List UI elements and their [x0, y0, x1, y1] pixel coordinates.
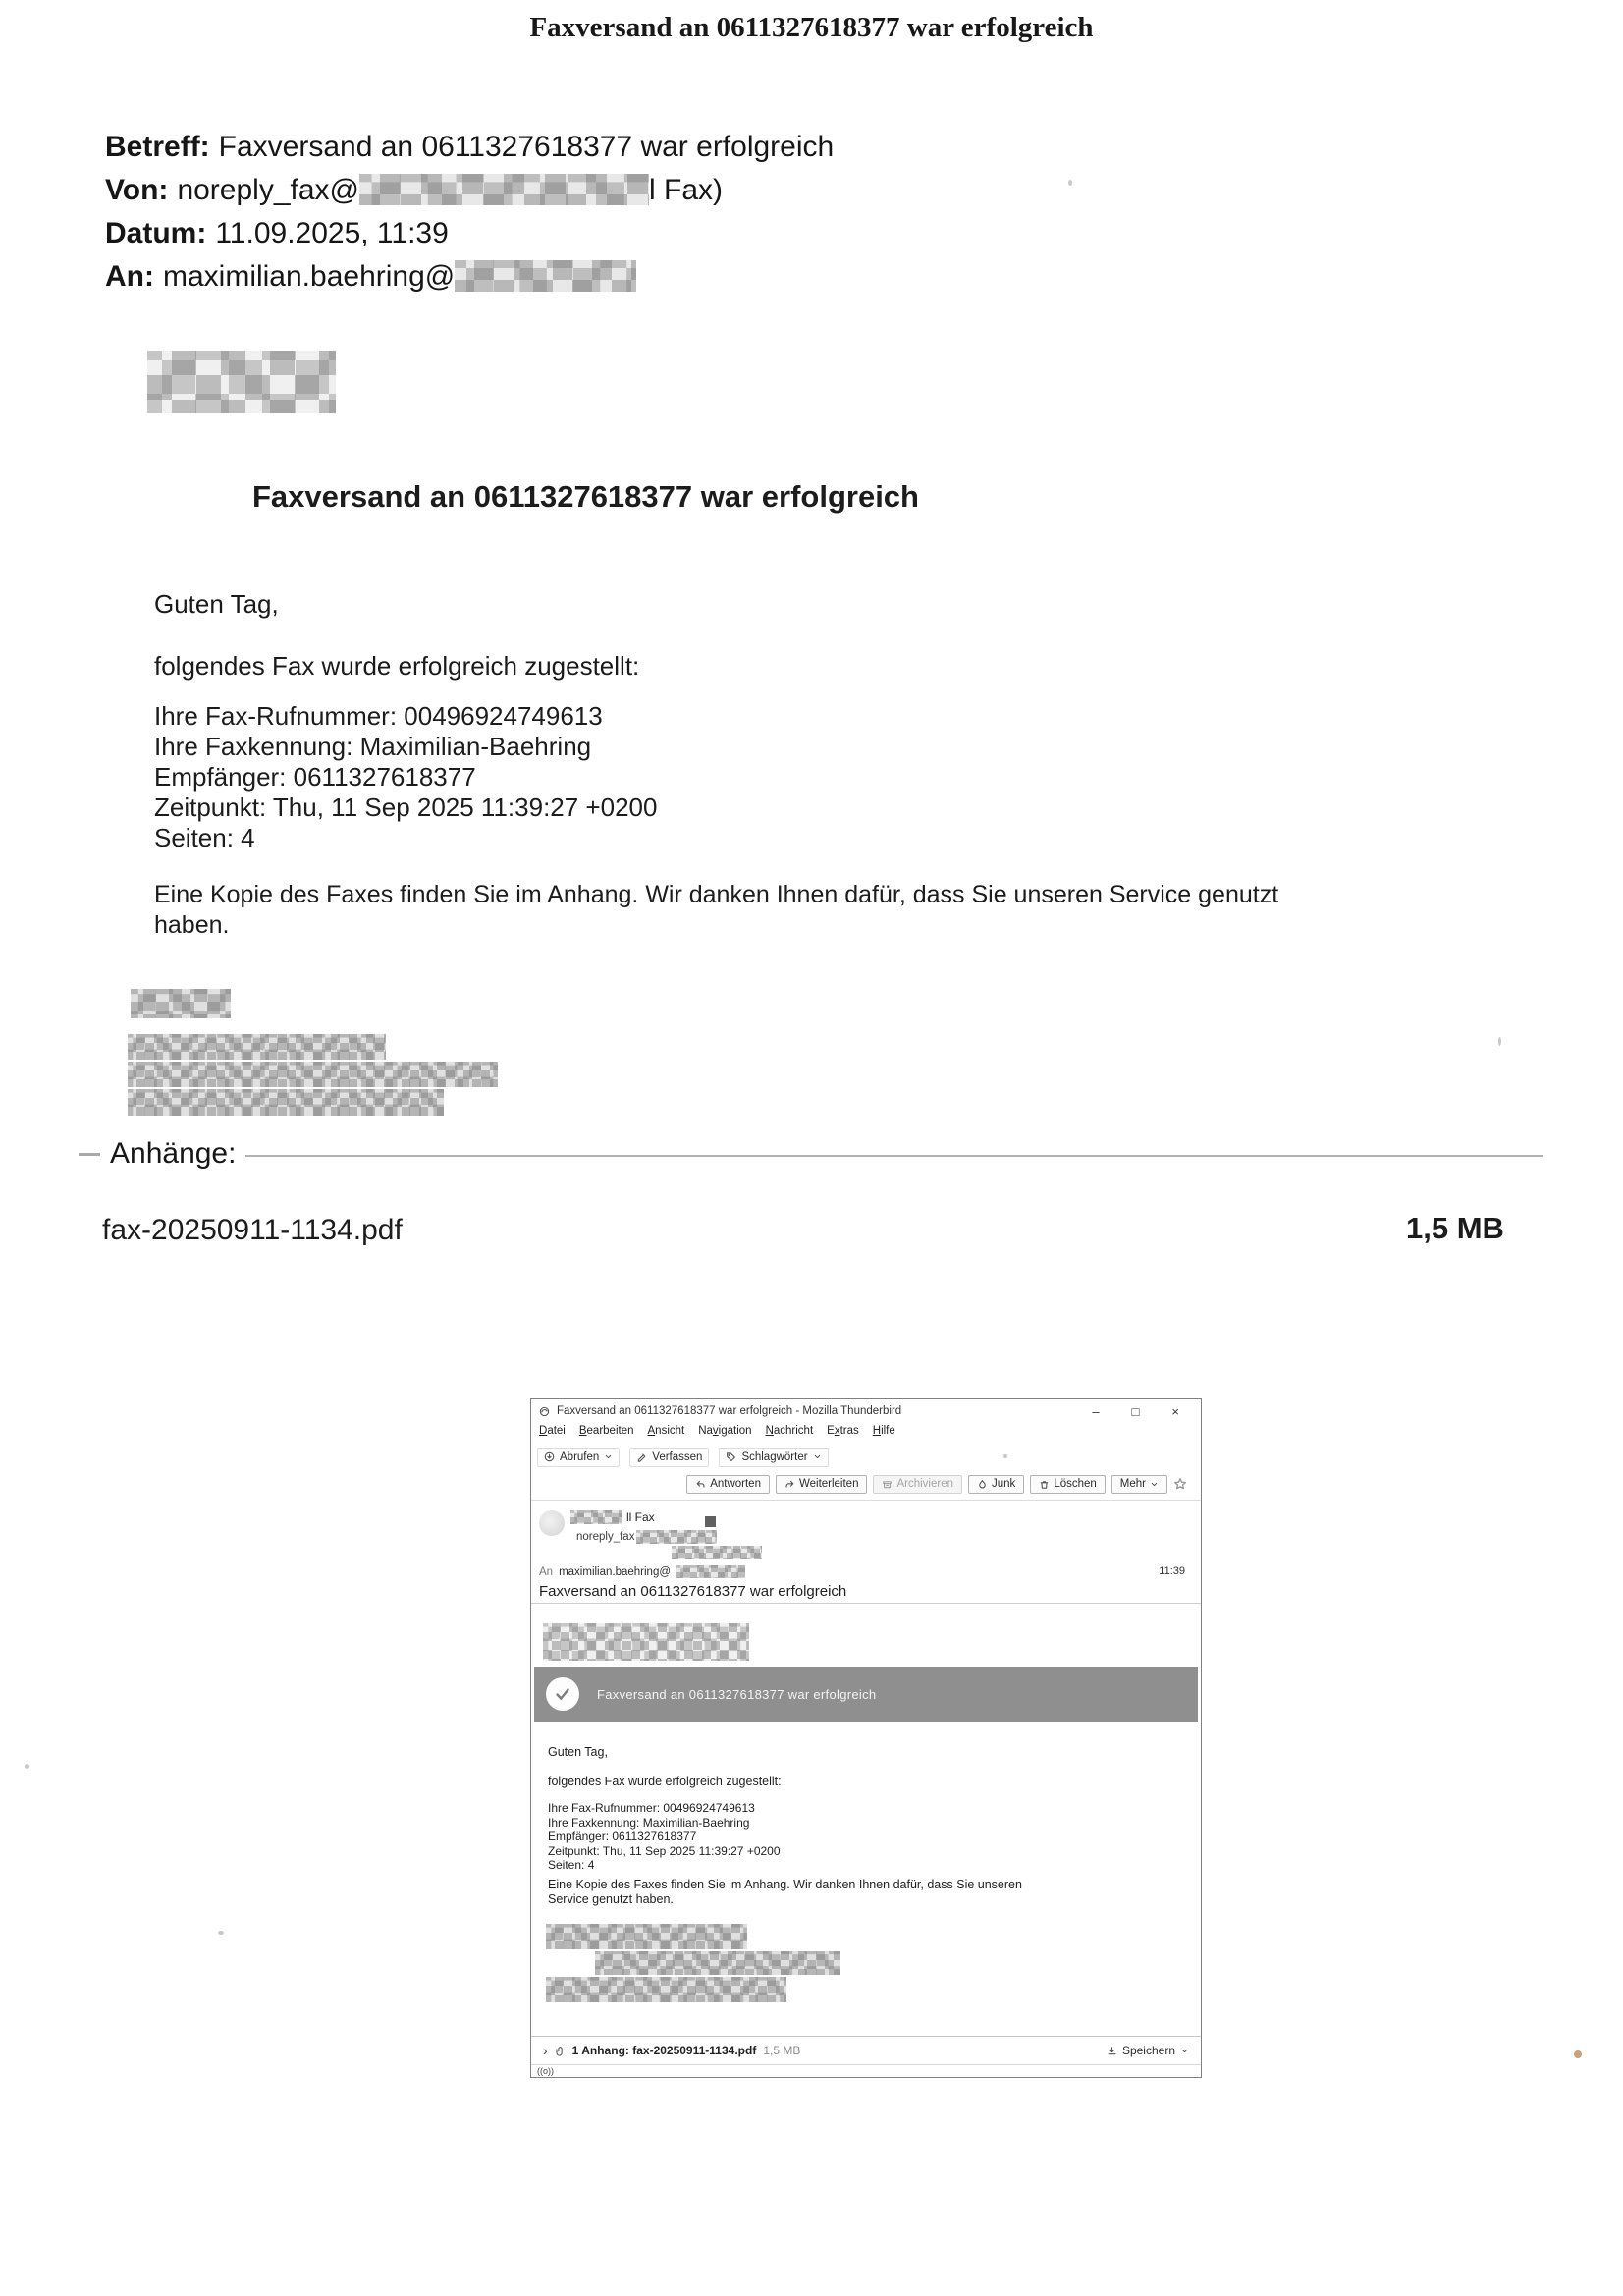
chevron-down-icon: [1150, 1480, 1159, 1489]
document-header-title: Faxversand an 0611327618377 war erfolgreich: [529, 12, 1094, 43]
von-label: Von:: [105, 174, 169, 206]
compose-pencil-icon: [636, 1451, 647, 1462]
menu-accesskey: N: [765, 1425, 774, 1437]
mehr-button[interactable]: [1111, 1475, 1167, 1494]
to-label: An: [539, 1565, 554, 1578]
redaction-signature-1: [131, 989, 231, 1018]
datum-label: Datum:: [105, 217, 207, 249]
fax-detail-seiten: Seiten: 4: [154, 823, 255, 852]
redaction-an-domain: [455, 260, 636, 292]
menu-extras[interactable]: [827, 1425, 859, 1444]
abrufen-label: Abrufen: [560, 1450, 600, 1463]
close-button[interactable]: ×: [1171, 1403, 1179, 1419]
menu-text: atei: [547, 1425, 566, 1437]
attachments-rule: [245, 1155, 1543, 1157]
main-toolbar: [531, 1444, 1201, 1470]
junk-button[interactable]: [968, 1475, 1024, 1494]
antworten-label: Antworten: [710, 1478, 761, 1490]
sender-name-suffix: ll Fax: [626, 1510, 655, 1524]
trash-icon: [1039, 1479, 1050, 1490]
von-line: [105, 169, 834, 212]
betreff-value: Faxversand an 0611327618377 war erfolgreich: [218, 131, 835, 163]
checkmark-icon: [553, 1684, 572, 1704]
forward-icon: [784, 1479, 795, 1490]
menu-bearbeiten[interactable]: [579, 1425, 634, 1444]
fax-details-block: [154, 701, 657, 853]
thunderbird-window: [530, 1398, 1202, 2078]
attachments-heading: Anhänge:: [110, 1137, 237, 1170]
menu-datei[interactable]: [539, 1425, 566, 1444]
tb-fax-details: [548, 1801, 781, 1873]
thunderbird-app-icon: [539, 1406, 550, 1417]
menu-accesskey: x: [834, 1425, 840, 1437]
menu-text: nsicht: [655, 1425, 685, 1437]
schlagwoerter-button[interactable]: [719, 1448, 828, 1467]
banner-text: Faxversand an 0611327618377 war erfolgreich: [597, 1686, 877, 1702]
redaction-tb-signature-2: [595, 1951, 840, 1975]
tb-closing-line-1: Eine Kopie des Faxes finden Sie im Anhang. Wir danken Ihnen dafür, dass Sie unseren: [548, 1878, 1022, 1891]
message-subject: Faxversand an 0611327618377 war erfolgreich: [539, 1583, 847, 1600]
reply-icon: [695, 1479, 706, 1490]
menu-text: E: [827, 1425, 835, 1437]
menu-text: earbeiten: [586, 1425, 634, 1437]
loeschen-label: Löschen: [1054, 1478, 1097, 1490]
redaction-to-domain: [676, 1565, 745, 1578]
fax-detail-rufnummer: Ihre Fax-Rufnummer: 00496924749613: [154, 701, 603, 731]
message-header-pane: [531, 1500, 1201, 1604]
attachments-section-header: [79, 1137, 1543, 1171]
redaction-signature-4: [128, 1089, 444, 1116]
an-label: An:: [105, 260, 154, 293]
betreff-line: [105, 126, 834, 169]
weiterleiten-label: Weiterleiten: [798, 1478, 859, 1490]
get-messages-icon: [544, 1451, 555, 1462]
message-time: 11:39: [1159, 1565, 1185, 1577]
save-attachment-button[interactable]: [1107, 2044, 1189, 2057]
redaction-signature-2: [128, 1034, 386, 1060]
attachment-bar: [531, 2036, 1201, 2065]
loeschen-button[interactable]: [1030, 1475, 1105, 1494]
archivieren-label: Archivieren: [896, 1478, 954, 1490]
scan-speck: [1498, 1037, 1501, 1046]
closing-line-1: Eine Kopie des Faxes finden Sie im Anhang. Wir danken Ihnen dafür, dass Sie unseren Service genutzt: [154, 881, 1279, 908]
to-value: maximilian.baehring@: [559, 1565, 672, 1578]
message-actions-toolbar: [531, 1470, 1201, 1500]
redaction-body-logo: [543, 1623, 749, 1661]
an-prefix: maximilian.baehring@: [162, 260, 456, 293]
chevron-down-icon: [813, 1452, 822, 1461]
redaction-signature-3: [128, 1062, 498, 1087]
attachment-expander[interactable]: ›: [543, 2043, 548, 2058]
from-address-line: [576, 1530, 717, 1544]
junk-flame-icon: [977, 1479, 988, 1490]
greeting-text: Guten Tag,: [154, 589, 279, 619]
menu-text: ilfe: [881, 1425, 895, 1437]
attachment-size: 1,5 MB: [1406, 1211, 1504, 1245]
redaction-tb-signature-3: [546, 1977, 786, 2002]
abrufen-button[interactable]: [537, 1448, 620, 1467]
chevron-down-icon: [604, 1452, 613, 1461]
redaction-sender-name: [570, 1510, 622, 1524]
network-status-icon: ((o)): [537, 2066, 554, 2076]
fax-detail-zeitpunkt: Zeitpunkt: Thu, 11 Sep 2025 11:39:27 +0200: [154, 793, 658, 822]
success-banner: [534, 1667, 1198, 1722]
scan-speck: [1068, 180, 1072, 186]
tb-closing-line-2: Service genutzt haben.: [548, 1892, 674, 1906]
attachment-filename: fax-20250911-1134.pdf: [102, 1214, 403, 1246]
fax-detail-faxkennung: Ihre Faxkennung: Maximilian-Baehring: [154, 732, 592, 761]
sender-badge-icon: [705, 1516, 716, 1527]
fax-detail-empfaenger: Empfänger: 0611327618377: [154, 762, 476, 792]
scan-speck: [25, 1764, 29, 1769]
redaction-tb-signature-1: [546, 1924, 747, 1949]
von-prefix: noreply_fax@: [177, 174, 359, 206]
weiterleiten-button[interactable]: [776, 1475, 868, 1494]
email-body-title: Faxversand an 0611327618377 war erfolgreich: [252, 479, 919, 514]
tb-attachment-name[interactable]: 1 Anhang: fax-20250911-1134.pdf: [571, 2044, 757, 2057]
download-icon: [1107, 2046, 1117, 2056]
verfassen-button[interactable]: [629, 1448, 709, 1467]
schlagwoerter-label: Schlagwörter: [741, 1450, 808, 1463]
menu-ansicht[interactable]: [648, 1425, 685, 1444]
star-icon[interactable]: [1173, 1477, 1187, 1491]
scan-speck: [1574, 2050, 1582, 2058]
maximize-button[interactable]: □: [1131, 1403, 1140, 1419]
closing-line-2: haben.: [154, 911, 230, 939]
email-header-block: [105, 126, 834, 299]
scan-speck: [218, 1931, 224, 1935]
closing-paragraph: [154, 880, 1278, 941]
message-body-pane: [531, 1604, 1201, 2036]
rule-left-dash: [79, 1153, 100, 1156]
sender-line: [570, 1510, 655, 1524]
an-line: [105, 255, 834, 299]
junk-label: Junk: [992, 1478, 1016, 1490]
menu-text: Na: [698, 1425, 713, 1437]
menu-accesskey: v: [712, 1425, 719, 1437]
antworten-button[interactable]: [686, 1475, 770, 1494]
scan-speck: [1003, 1454, 1007, 1458]
tb-intro: folgendes Fax wurde erfolgreich zugestellt:: [548, 1775, 782, 1788]
tb-detail-rufnummer: Ihre Fax-Rufnummer: 00496924749613: [548, 1801, 755, 1815]
menu-nachricht[interactable]: [766, 1425, 814, 1444]
menu-accesskey: D: [539, 1425, 548, 1437]
verfassen-label: Verfassen: [652, 1450, 703, 1463]
redaction-von-domain: [359, 174, 649, 205]
betreff-label: Betreff:: [105, 131, 210, 163]
tb-detail-empfaenger: Empfänger: 0611327618377: [548, 1830, 697, 1843]
redaction-from-domain: [636, 1530, 717, 1544]
tb-detail-zeitpunkt: Zeitpunkt: Thu, 11 Sep 2025 11:39:27 +0200: [548, 1843, 781, 1858]
sender-avatar: [539, 1510, 565, 1536]
menu-text: igation: [718, 1425, 752, 1437]
menu-accesskey: B: [578, 1425, 587, 1437]
menu-text: achricht: [773, 1425, 814, 1437]
von-suffix: l Fax): [649, 174, 723, 206]
tb-closing: [548, 1878, 1022, 1907]
chevron-down-icon: [1180, 2047, 1189, 2055]
checkmark-circle: [546, 1677, 579, 1711]
minimize-button[interactable]: –: [1092, 1403, 1100, 1419]
menu-accesskey: H: [872, 1425, 882, 1437]
tb-detail-faxkennung: Ihre Faxkennung: Maximilian-Baehring: [548, 1815, 750, 1830]
window-controls: [1092, 1404, 1193, 1419]
archive-icon: [882, 1479, 893, 1490]
archivieren-button[interactable]: [873, 1475, 962, 1494]
tag-icon: [726, 1451, 736, 1462]
status-bar: [531, 2065, 1201, 2077]
intro-text: folgendes Fax wurde erfolgreich zugestellt:: [154, 651, 640, 681]
menu-navigation[interactable]: [698, 1425, 751, 1444]
menu-accesskey: A: [647, 1425, 656, 1437]
to-address-line: [539, 1565, 745, 1578]
speichern-label: Speichern: [1121, 2044, 1175, 2057]
paperclip-icon: [555, 2046, 566, 2056]
titlebar: [531, 1399, 1201, 1423]
menubar: [531, 1423, 1201, 1444]
tb-detail-seiten: Seiten: 4: [548, 1858, 595, 1872]
redaction-from-extra: [672, 1546, 762, 1559]
from-prefix: noreply_fax: [576, 1531, 635, 1543]
datum-value: 11.09.2025, 11:39: [215, 217, 449, 249]
tb-greeting: Guten Tag,: [548, 1745, 608, 1759]
datum-line: [105, 212, 834, 255]
tb-attachment-size: 1,5 MB: [763, 2044, 801, 2057]
menu-hilfe[interactable]: [873, 1425, 895, 1444]
window-title: Faxversand an 0611327618377 war erfolgreich - Mozilla Thunderbird: [557, 1405, 902, 1417]
redaction-provider-logo: [147, 351, 336, 413]
menu-text: tras: [839, 1425, 859, 1437]
mehr-label: Mehr: [1119, 1478, 1146, 1490]
